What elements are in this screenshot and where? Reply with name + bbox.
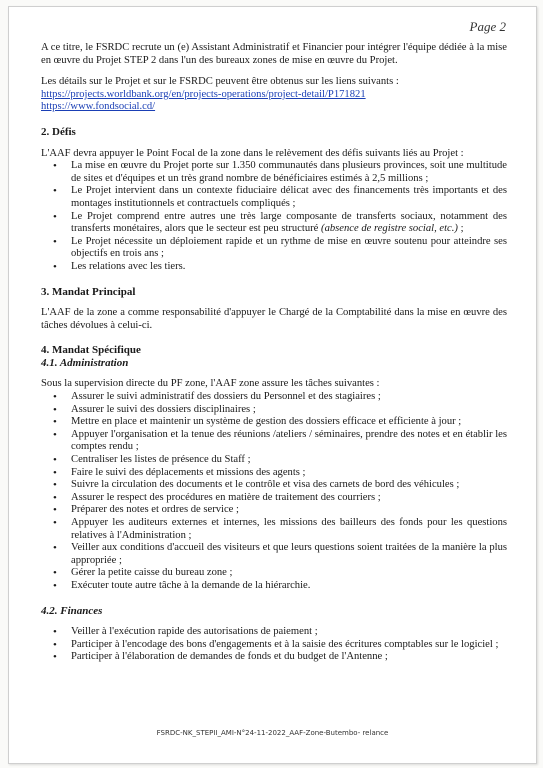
list-item: • Veiller aux conditions d'accueil des visiteurs et que leurs questions soient traitées de la manière la plus appropriée ; — [51, 542, 507, 567]
administration-list — [41, 391, 507, 593]
list-item: • Appuyer les auditeurs externes et internes, les missions des bailleurs des fonds pour les questions relatives à l'Administration ; — [51, 517, 507, 542]
list-item-italic: (absence de registre social, etc.) — [321, 223, 458, 235]
list-item: • Suivre la circulation des documents et le contrôle et visa des carnets de bord des véhicules ; — [51, 479, 507, 492]
document-body — [41, 42, 507, 664]
list-item: • Centraliser les listes de présence du Staff ; — [51, 454, 507, 467]
list-item: • Participer à l'élaboration de demandes de fonds et du budget de l'Antenne ; — [51, 651, 507, 664]
list-item: • Les relations avec les tiers. — [51, 261, 507, 274]
section-heading-mandat-specifique: 4. Mandat Spécifique — [41, 344, 141, 357]
list-item: • Le Projet intervient dans un contexte fiduciaire délicat avec des financements très importants et des montages institutionnels et contractuels compliqués ; — [51, 185, 507, 210]
list-item: • Gérer la petite caisse du bureau zone ; — [51, 567, 507, 580]
list-item-text: Le Projet comprend entre autres une très large composante de transferts sociaux, notamment des transferts monétaires, alors que le secteur est peu structuré — [71, 210, 507, 235]
section-heading-defis: 2. Défis — [41, 125, 76, 138]
finances-list — [41, 626, 507, 664]
mandat-principal-text: L'AAF de la zone a comme responsabilité d'appuyer le Chargé de la Comptabilité dans la mise en œuvre des tâches dévolues à celui-ci. — [41, 307, 507, 331]
list-item: • Préparer des notes et ordres de service ; — [51, 504, 507, 517]
subsection-heading-finances: 4.2. Finances — [41, 604, 103, 617]
document-footer: FSRDC-NK_STEPII_AMI-N°24-11-2022_AAF-Zone-Butembo- relance — [156, 729, 389, 737]
list-item: • Assurer le suivi des dossiers disciplinaires ; — [51, 404, 507, 417]
administration-lead: Sous la supervision directe du PF zone, l'AAF zone assure les tâches suivantes : — [41, 378, 380, 390]
list-item — [51, 211, 507, 236]
intro-paragraph: A ce titre, le FSRDC recrute un (e) Assistant Administratif et Financier pour intégrer l'équipe dédiée à la mise en œuvre du Projet STEP 2 dans l'un des bureaux zones de mise en œuvre du Projet. — [41, 42, 507, 66]
list-item: • Faire le suivi des déplacements et missions des agents ; — [51, 467, 507, 480]
worldbank-link[interactable]: https://projects.worldbank.org/en/projects-operations/project-detail/P171821 — [41, 88, 366, 100]
defis-lead: L'AAF devra appuyer le Point Focal de la zone dans le relèvement des défis suivants liés au Projet : — [41, 147, 464, 159]
list-item: • Le Projet nécessite un déploiement rapide et un rythme de mise en œuvre soutenu pour atteindre ses objectifs en trois ans ; — [51, 236, 507, 261]
page-number: Page 2 — [469, 19, 506, 34]
list-item: • Participer à l'encodage des bons d'engagements et à la saisie des écritures comptables sur le logiciel ; — [51, 639, 507, 652]
defis-list — [41, 160, 507, 273]
list-item: • Assurer le respect des procédures en matière de traitement des courriers ; — [51, 492, 507, 505]
list-item: • La mise en œuvre du Projet porte sur 1.350 communautés dans plusieurs provinces, soit une multitude de sites et d'équipes et un très grand nombre de bénéficiaires estimés à 2,5 millions ; — [51, 160, 507, 185]
section-heading-mandat-principal: 3. Mandat Principal — [41, 285, 136, 298]
list-item: • Exécuter toute autre tâche à la demande de la hiérarchie. — [51, 580, 507, 593]
list-item: • Appuyer l'organisation et la tenue des réunions /ateliers / séminaires, prendre des notes et en établir les comptes rendu ; — [51, 429, 507, 454]
document-page — [8, 6, 537, 764]
fondsocial-link[interactable]: https://www.fondsocial.cd/ — [41, 101, 156, 113]
list-item: • Mettre en place et maintenir un système de gestion des dossiers efficace et efficiente à jour ; — [51, 416, 507, 429]
list-item: • Veiller à l'exécution rapide des autorisations de paiement ; — [51, 626, 507, 639]
list-item: • Assurer le suivi administratif des dossiers du Personnel et des stagiaires ; — [51, 391, 507, 404]
list-item-end: ; — [457, 223, 464, 235]
subsection-heading-administration: 4.1. Administration — [41, 356, 129, 369]
links-intro: Les détails sur le Projet et sur le FSRDC peuvent être obtenus sur les liens suivants : — [41, 76, 399, 88]
